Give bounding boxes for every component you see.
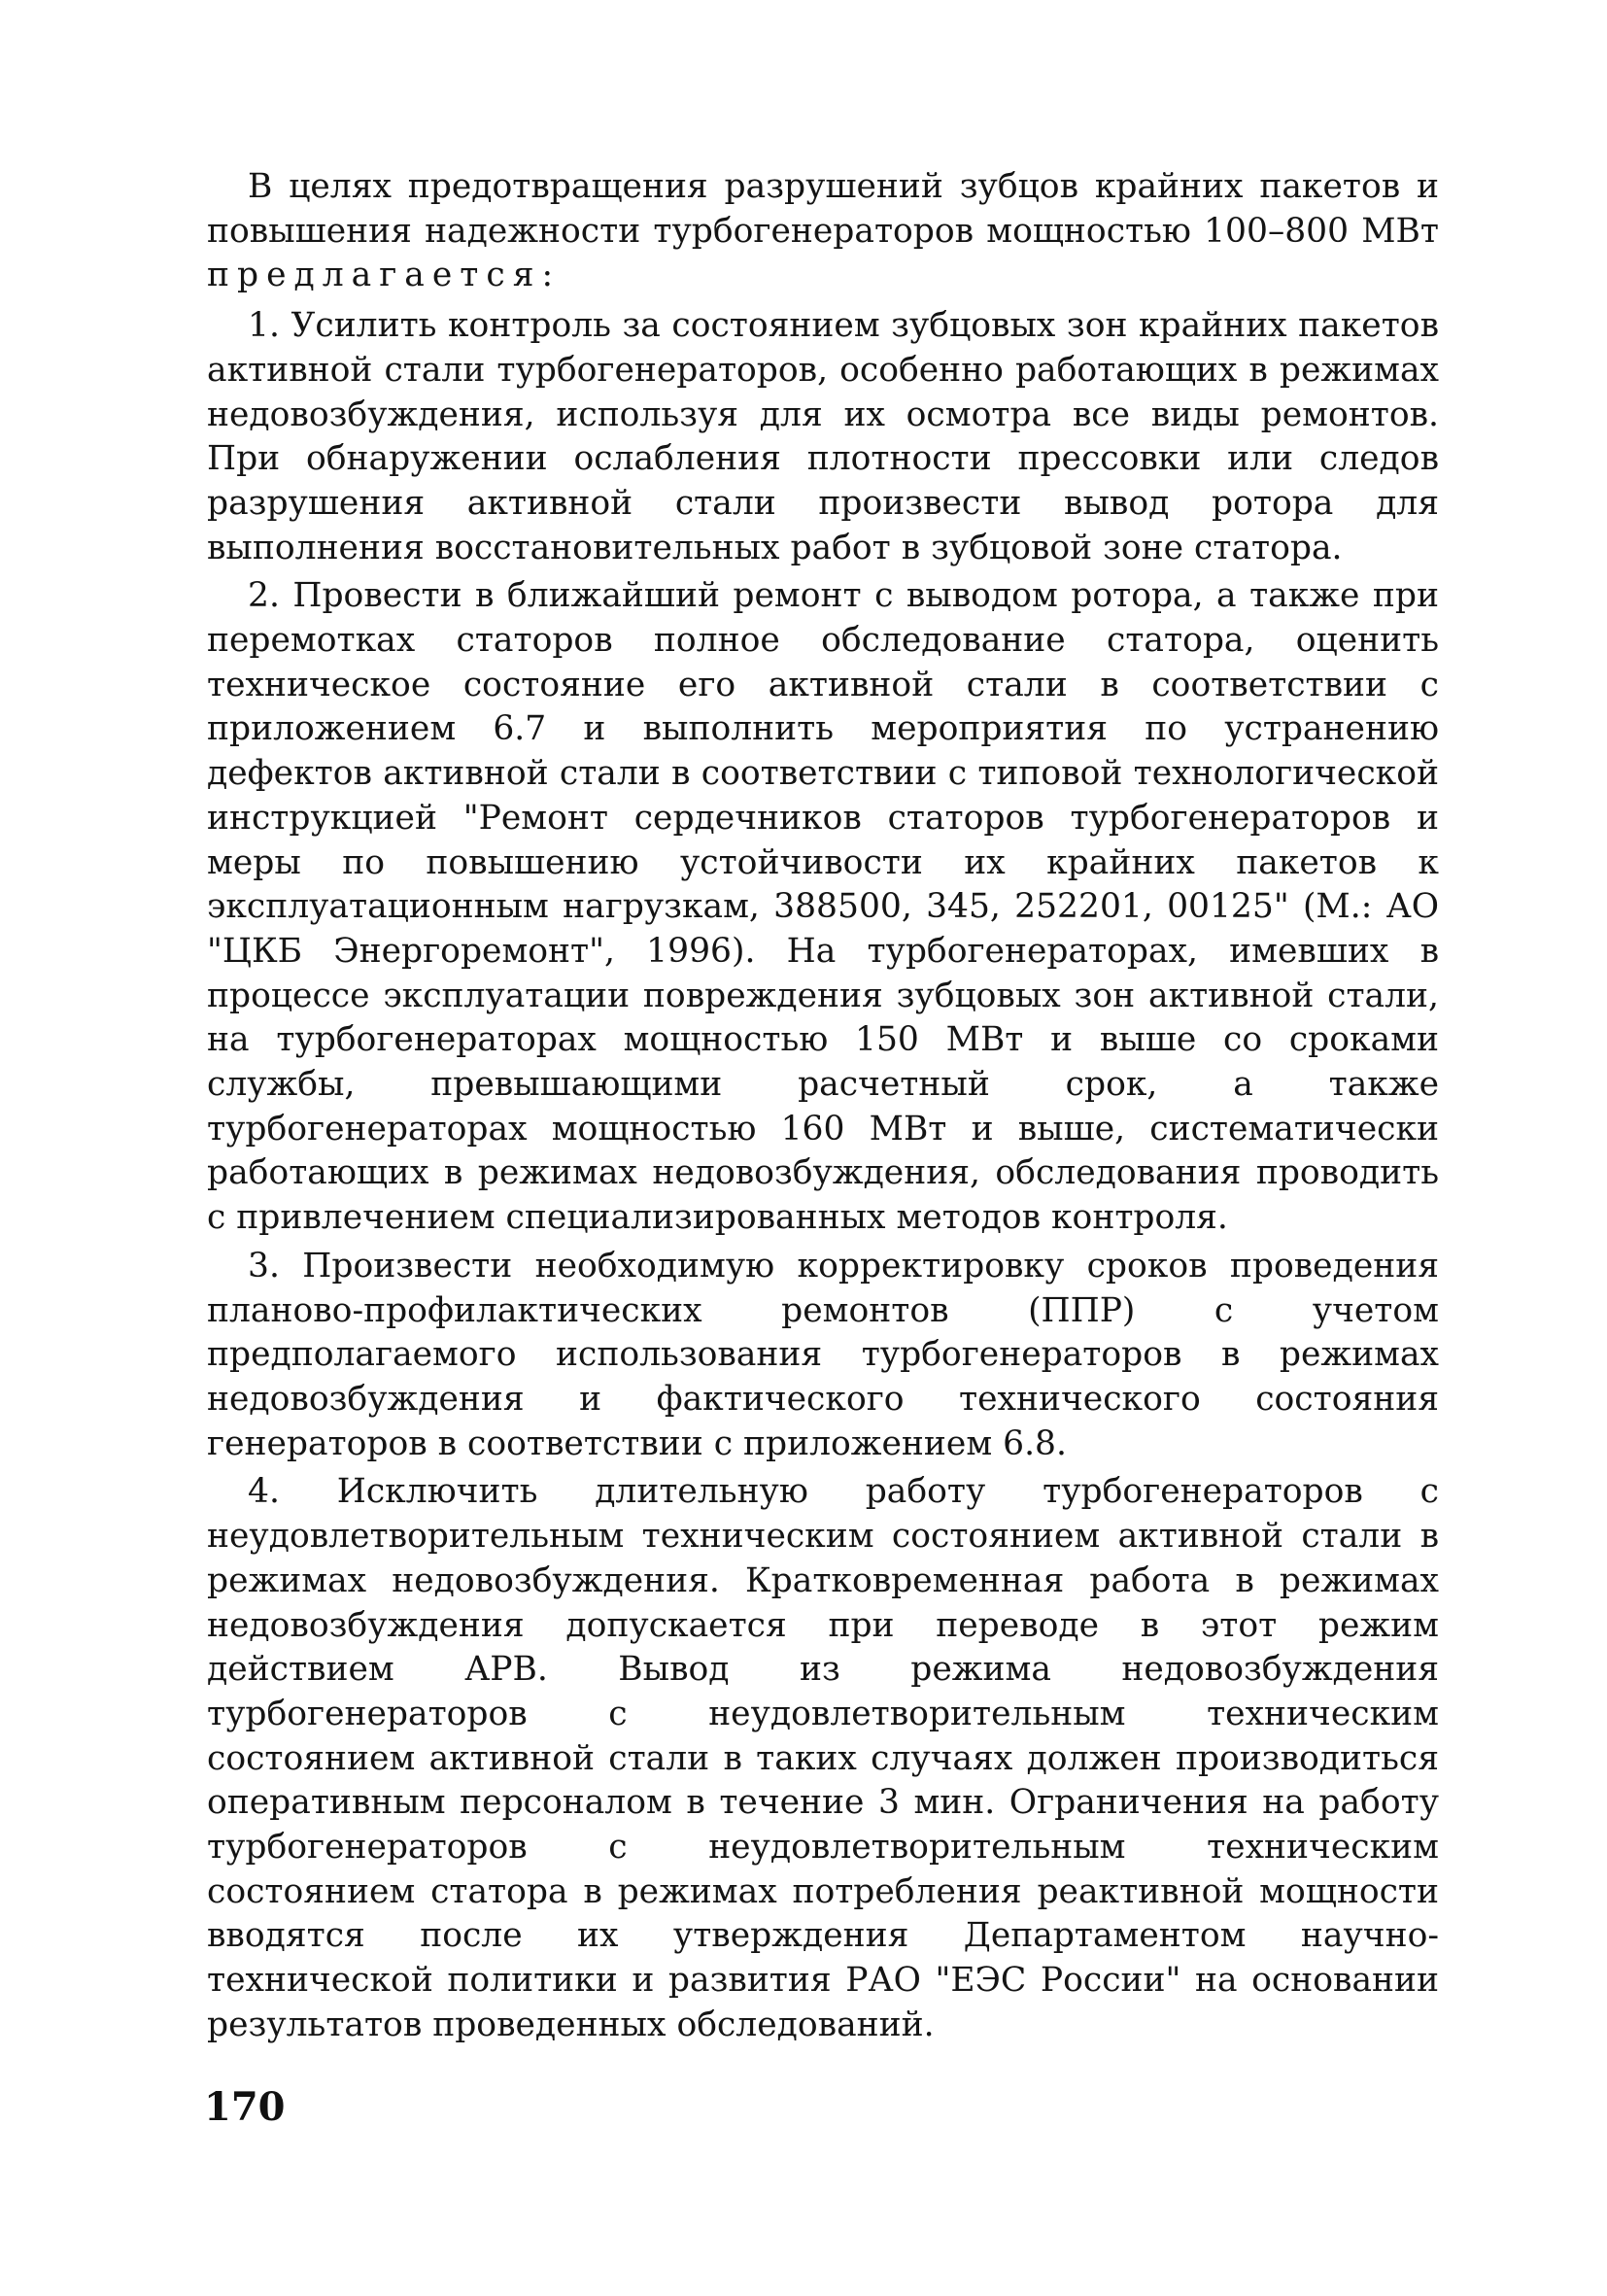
body-text (207, 165, 1439, 2052)
page-number: 170 (204, 2084, 286, 2130)
list-item: 3. Произвести необходимую корректировку сроков проведения планово-профилактических ремонтов (ППР) с учетом предполагаемого использования турбогенераторов в режимах недовозбуждения и фактического технического состояния генераторов в соответствии с приложением 6.8. (207, 1246, 1439, 1463)
intro-text: В целях предотвращения разрушений зубцов крайних пакетов и повышения надежности турбогенераторов мощностью 100–800 МВт (207, 167, 1439, 251)
list-item: 1. Усилить контроль за состоянием зубцовых зон крайних пакетов активной стали турбогенераторов, особенно работающих в режимах недовозбуждения, используя для их осмотра все виды ремонтов. При обнаружении ослабления плотности прессовки или следов разрушения активной стали произвести вывод ротора для выполнения восстановительных работ в зубцовой зоне статора. (207, 306, 1439, 567)
list-item: 2. Провести в ближайший ремонт с выводом ротора, а также при перемотках статоров полное обследование статора, оценить техническое состояние его активной стали в соответствии с приложением 6.7 и выполнить мероприятия по устранению дефектов активной стали в соответствии с типовой технологической инструкцией "Ремонт сердечников статоров турбогенераторов и меры по повышению устойчивости их крайних пакетов к эксплуатационным нагрузкам, 388500, 345, 252201, 00125" (М.: АО "ЦКБ Энергоремонт", 1996). На турбогенераторах, имевших в процессе эксплуатации повреждения зубцовых зон активной стали, на турбогенераторах мощностью 150 МВт и выше со сроками службы, превышающими расчетный срок, а также турбогенераторах мощностью 160 МВт и выше, систематически работающих в режимах недовозбуждения, обследования проводить с привлечением специализированных методов контроля. (207, 576, 1439, 1238)
intro-spaced-word: предлагается: (207, 256, 562, 295)
list-item: 4. Исключить длительную работу турбогенераторов с неудовлетворительным техническим состоянием активной стали в режимах недовозбуждения. Кратковременная работа в режимах недовозбуждения допускается при переводе в этот режим действием АРВ. Вывод из режима недовозбуждения турбогенераторов с неудовлетворительным техническим состоянием активной стали в таких случаях должен производиться оперативным персоналом в течение 3 мин. Ограничения на работу турбогенераторов с неудовлетворительным техническим состоянием статора в режимах потребления реактивной мощности вводятся после их утверждения Департаментом научно-технической политики и развития РАО "ЕЭС России" на основании результатов проведенных обследований. (207, 1472, 1439, 2044)
intro-paragraph (207, 165, 1439, 298)
